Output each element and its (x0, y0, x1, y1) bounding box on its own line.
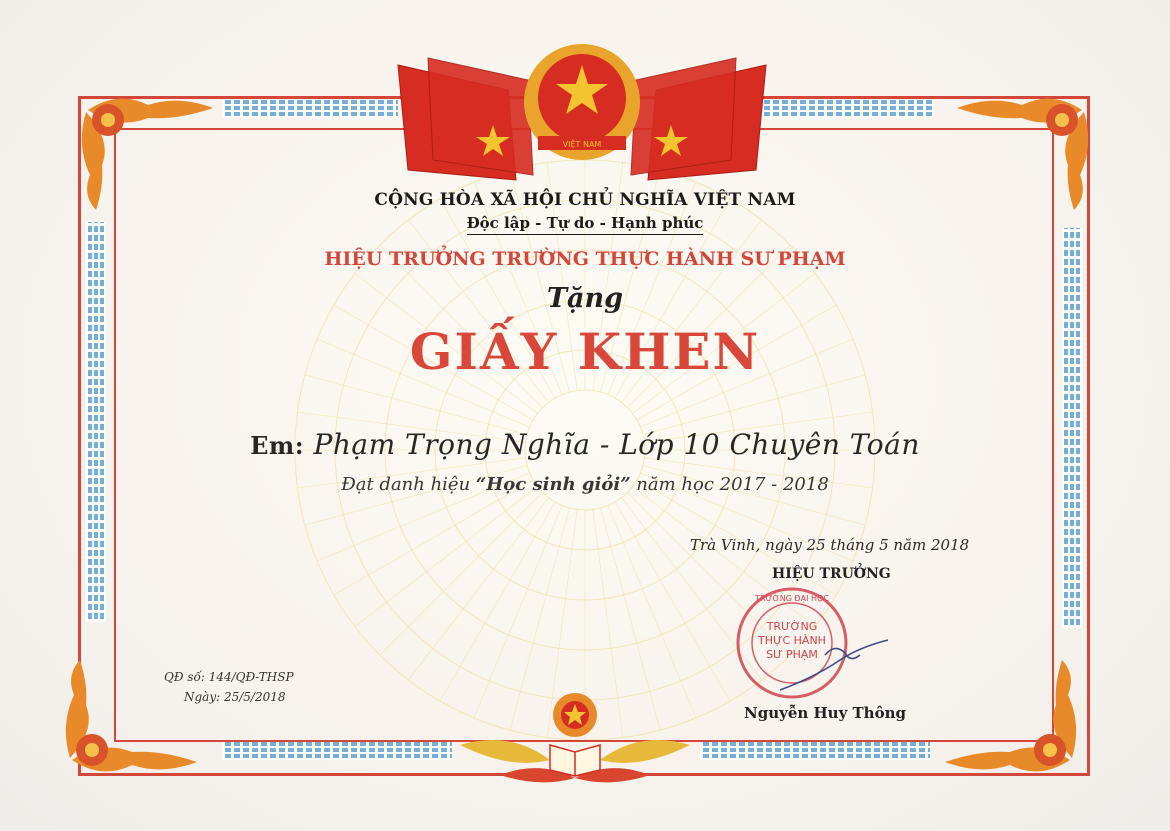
certificate-title: GIẤY KHEN (409, 322, 761, 381)
national-motto (0, 214, 1170, 232)
top-border-band-right (752, 100, 934, 118)
achievement-prefix: Đạt danh hiệu (341, 474, 471, 495)
education-emblem (440, 690, 710, 790)
emblem-ribbon-text: VIỆT NAM (562, 140, 602, 149)
signer-role: HIỆU TRƯỞNG (772, 566, 891, 582)
signer-name: Nguyễn Huy Thông (744, 704, 906, 722)
stamp-line-1: TRƯỜNG (766, 620, 818, 633)
recipient-prefix: Em: (250, 431, 305, 460)
motto-text: Độc lập - Tự do - Hạnh phúc (467, 214, 704, 235)
achievement-title: “Học sinh giỏi” (475, 474, 631, 495)
presented-label: Tặng (546, 283, 624, 314)
recipient-line (0, 428, 1170, 461)
bottom-border-band-right (700, 742, 930, 760)
achievement-suffix: năm học 2017 - 2018 (636, 474, 829, 495)
national-emblem-with-flags (388, 40, 776, 190)
decision-number: QĐ số: 144/QĐ-THSP (164, 670, 294, 684)
achievement-line (0, 474, 1170, 495)
school-stamp-and-signature (720, 585, 890, 715)
nation-title: CỘNG HÒA XÃ HỘI CHỦ NGHĨA VIỆT NAM (374, 190, 796, 210)
left-border-band (86, 222, 106, 622)
stamp-arc-text: TRƯỜNG ĐẠI HỌC (755, 594, 829, 603)
bottom-border-band-left (222, 742, 452, 760)
corner-ornament-bottom-right (940, 660, 1080, 780)
decision-date: Ngày: 25/5/2018 (184, 690, 286, 704)
place-date: Trà Vinh, ngày 25 tháng 5 năm 2018 (690, 536, 970, 554)
stamp-line-3: SƯ PHẠM (766, 648, 818, 661)
decision-reference (164, 667, 294, 707)
issuer-title: HIỆU TRƯỞNG TRƯỜNG THỰC HÀNH SƯ PHẠM (324, 248, 846, 270)
top-border-band-left (222, 100, 398, 118)
stamp-line-2: THỰC HÀNH (758, 634, 826, 647)
recipient-name: Phạm Trọng Nghĩa - Lớp 10 Chuyên Toán (313, 428, 920, 461)
